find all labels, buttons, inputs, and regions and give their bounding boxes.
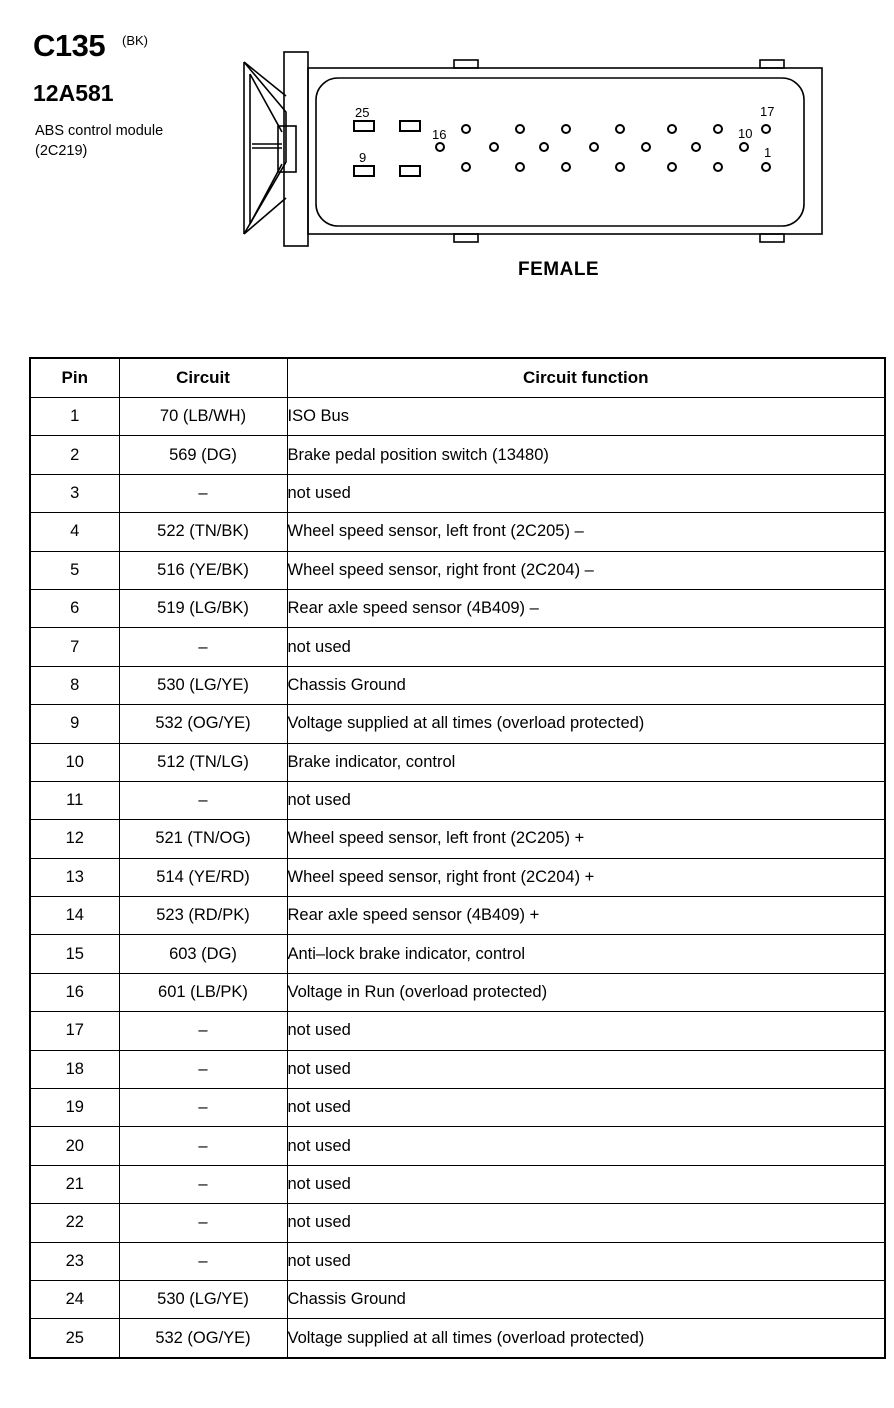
function-cell: Chassis Ground — [287, 666, 885, 704]
connector-face-diagram — [238, 48, 828, 250]
pin-cell: 25 — [30, 1319, 119, 1358]
pin-terminal — [562, 125, 570, 133]
circuit-cell: 523 (RD/PK) — [119, 897, 287, 935]
connector-code: C135 — [33, 28, 106, 63]
circuit-cell: – — [119, 1204, 287, 1242]
circuit-cell: 512 (TN/LG) — [119, 743, 287, 781]
circuit-cell: 519 (LG/BK) — [119, 589, 287, 627]
module-reference: (2C219) — [35, 143, 88, 159]
pin-cell: 6 — [30, 589, 119, 627]
circuit-cell: – — [119, 1050, 287, 1088]
table-header-row — [30, 358, 885, 398]
circuit-cell: 530 (LG/YE) — [119, 1280, 287, 1318]
table-row — [30, 589, 885, 627]
function-cell: Brake indicator, control — [287, 743, 885, 781]
function-cell: Rear axle speed sensor (4B409) – — [287, 589, 885, 627]
function-cell: not used — [287, 1127, 885, 1165]
table-row — [30, 1012, 885, 1050]
pin-terminal — [642, 143, 650, 151]
function-cell: Wheel speed sensor, left front (2C205) + — [287, 820, 885, 858]
function-cell: not used — [287, 1165, 885, 1203]
circuit-cell: 514 (YE/RD) — [119, 858, 287, 896]
pin-label-1: 1 — [764, 145, 772, 160]
circuit-cell: 601 (LB/PK) — [119, 973, 287, 1011]
function-cell: Brake pedal position switch (13480) — [287, 436, 885, 474]
circuit-cell: – — [119, 474, 287, 512]
circuit-cell: 569 (DG) — [119, 436, 287, 474]
pin-cell: 18 — [30, 1050, 119, 1088]
function-cell: Wheel speed sensor, right front (2C204) – — [287, 551, 885, 589]
table-row — [30, 1319, 885, 1358]
function-cell: not used — [287, 1089, 885, 1127]
pin-cell: 16 — [30, 973, 119, 1011]
table-row — [30, 1242, 885, 1280]
function-cell: Wheel speed sensor, right front (2C204) + — [287, 858, 885, 896]
pin-cell: 20 — [30, 1127, 119, 1165]
pin-label-9: 9 — [359, 150, 367, 165]
circuit-cell: – — [119, 1012, 287, 1050]
pin-label-17: 17 — [760, 104, 775, 119]
pin-terminal — [692, 143, 700, 151]
table-row — [30, 1089, 885, 1127]
function-cell: not used — [287, 781, 885, 819]
circuit-cell: 521 (TN/OG) — [119, 820, 287, 858]
pin-terminal — [516, 125, 524, 133]
function-cell: Chassis Ground — [287, 1280, 885, 1318]
pin-label-25: 25 — [355, 105, 370, 120]
function-cell: not used — [287, 1204, 885, 1242]
table-row — [30, 1204, 885, 1242]
table-row — [30, 628, 885, 666]
pin-cell: 17 — [30, 1012, 119, 1050]
circuit-cell: 522 (TN/BK) — [119, 513, 287, 551]
pin-label-10: 10 — [738, 126, 753, 141]
function-cell: not used — [287, 628, 885, 666]
module-name: ABS control module — [35, 123, 164, 139]
table-row — [30, 1165, 885, 1203]
function-cell: Rear axle speed sensor (4B409) + — [287, 897, 885, 935]
table-row — [30, 436, 885, 474]
pin-terminal-17 — [762, 125, 770, 133]
table-row — [30, 1127, 885, 1165]
pin-cell: 9 — [30, 705, 119, 743]
function-cell: Anti–lock brake indicator, control — [287, 935, 885, 973]
table-row — [30, 551, 885, 589]
pin-terminal — [616, 163, 624, 171]
pin-terminal — [714, 163, 722, 171]
pin-terminal — [462, 125, 470, 133]
pin-terminal-16 — [436, 143, 444, 151]
function-cell: Voltage in Run (overload protected) — [287, 973, 885, 1011]
circuit-cell: – — [119, 1242, 287, 1280]
pin-cell: 12 — [30, 820, 119, 858]
part-number: 12A581 — [33, 80, 114, 106]
table-row — [30, 513, 885, 551]
pinout-table-body — [30, 398, 885, 1358]
circuit-cell: – — [119, 628, 287, 666]
table-row — [30, 935, 885, 973]
pin-cell: 14 — [30, 897, 119, 935]
pin-cell: 8 — [30, 666, 119, 704]
pin-cell: 11 — [30, 781, 119, 819]
pin-cell: 19 — [30, 1089, 119, 1127]
table-row — [30, 897, 885, 935]
housing-tab — [454, 234, 478, 242]
pin-cell: 7 — [30, 628, 119, 666]
function-cell: Voltage supplied at all times (overload protected) — [287, 1319, 885, 1358]
function-cell: Wheel speed sensor, left front (2C205) – — [287, 513, 885, 551]
pin-cell: 3 — [30, 474, 119, 512]
table-row — [30, 705, 885, 743]
table-row — [30, 1280, 885, 1318]
pin-terminal-25 — [354, 121, 374, 131]
pin-terminal — [668, 163, 676, 171]
table-row — [30, 858, 885, 896]
pin-terminal — [562, 163, 570, 171]
function-cell: ISO Bus — [287, 398, 885, 436]
circuit-cell: 70 (LB/WH) — [119, 398, 287, 436]
pin-terminal-24 — [400, 121, 420, 131]
pin-terminal — [590, 143, 598, 151]
pin-cell: 23 — [30, 1242, 119, 1280]
housing-tab — [760, 60, 784, 68]
pin-cell: 1 — [30, 398, 119, 436]
table-row — [30, 398, 885, 436]
pin-cell: 5 — [30, 551, 119, 589]
table-row — [30, 666, 885, 704]
housing-tab — [760, 234, 784, 242]
pin-terminal — [490, 143, 498, 151]
function-cell: not used — [287, 474, 885, 512]
circuit-cell: 532 (OG/YE) — [119, 1319, 287, 1358]
function-cell: not used — [287, 1012, 885, 1050]
table-row — [30, 1050, 885, 1088]
pin-terminal-8 — [400, 166, 420, 176]
housing-tab — [454, 60, 478, 68]
pin-terminal-9 — [354, 166, 374, 176]
circuit-cell: 603 (DG) — [119, 935, 287, 973]
circuit-cell: 516 (YE/BK) — [119, 551, 287, 589]
pin-cell: 15 — [30, 935, 119, 973]
circuit-cell: – — [119, 1127, 287, 1165]
circuit-cell: 532 (OG/YE) — [119, 705, 287, 743]
pin-terminal-1 — [762, 163, 770, 171]
function-cell: not used — [287, 1050, 885, 1088]
pin-terminal-10 — [740, 143, 748, 151]
pin-cell: 2 — [30, 436, 119, 474]
pin-cell: 10 — [30, 743, 119, 781]
column-header-circuit: Circuit — [119, 358, 287, 398]
table-row — [30, 474, 885, 512]
pin-cell: 4 — [30, 513, 119, 551]
connector-face — [316, 78, 804, 226]
pin-label-16: 16 — [432, 127, 447, 142]
pin-terminal — [668, 125, 676, 133]
function-cell: Voltage supplied at all times (overload protected) — [287, 705, 885, 743]
connector-gender: FEMALE — [518, 259, 600, 280]
pin-cell: 13 — [30, 858, 119, 896]
pin-cell: 21 — [30, 1165, 119, 1203]
table-row — [30, 973, 885, 1011]
circuit-cell: – — [119, 781, 287, 819]
pinout-table — [29, 357, 886, 1359]
table-row — [30, 743, 885, 781]
table-row — [30, 781, 885, 819]
circuit-cell: 530 (LG/YE) — [119, 666, 287, 704]
pin-cell: 22 — [30, 1204, 119, 1242]
column-header-pin: Pin — [30, 358, 119, 398]
circuit-cell: – — [119, 1165, 287, 1203]
connector-color-code: (BK) — [122, 33, 148, 48]
pin-cell: 24 — [30, 1280, 119, 1318]
pin-terminal — [516, 163, 524, 171]
function-cell: not used — [287, 1242, 885, 1280]
pin-terminal — [462, 163, 470, 171]
pin-terminal — [540, 143, 548, 151]
table-row — [30, 820, 885, 858]
column-header-function: Circuit function — [287, 358, 885, 398]
circuit-cell: – — [119, 1089, 287, 1127]
pin-terminal — [616, 125, 624, 133]
pin-terminal — [714, 125, 722, 133]
